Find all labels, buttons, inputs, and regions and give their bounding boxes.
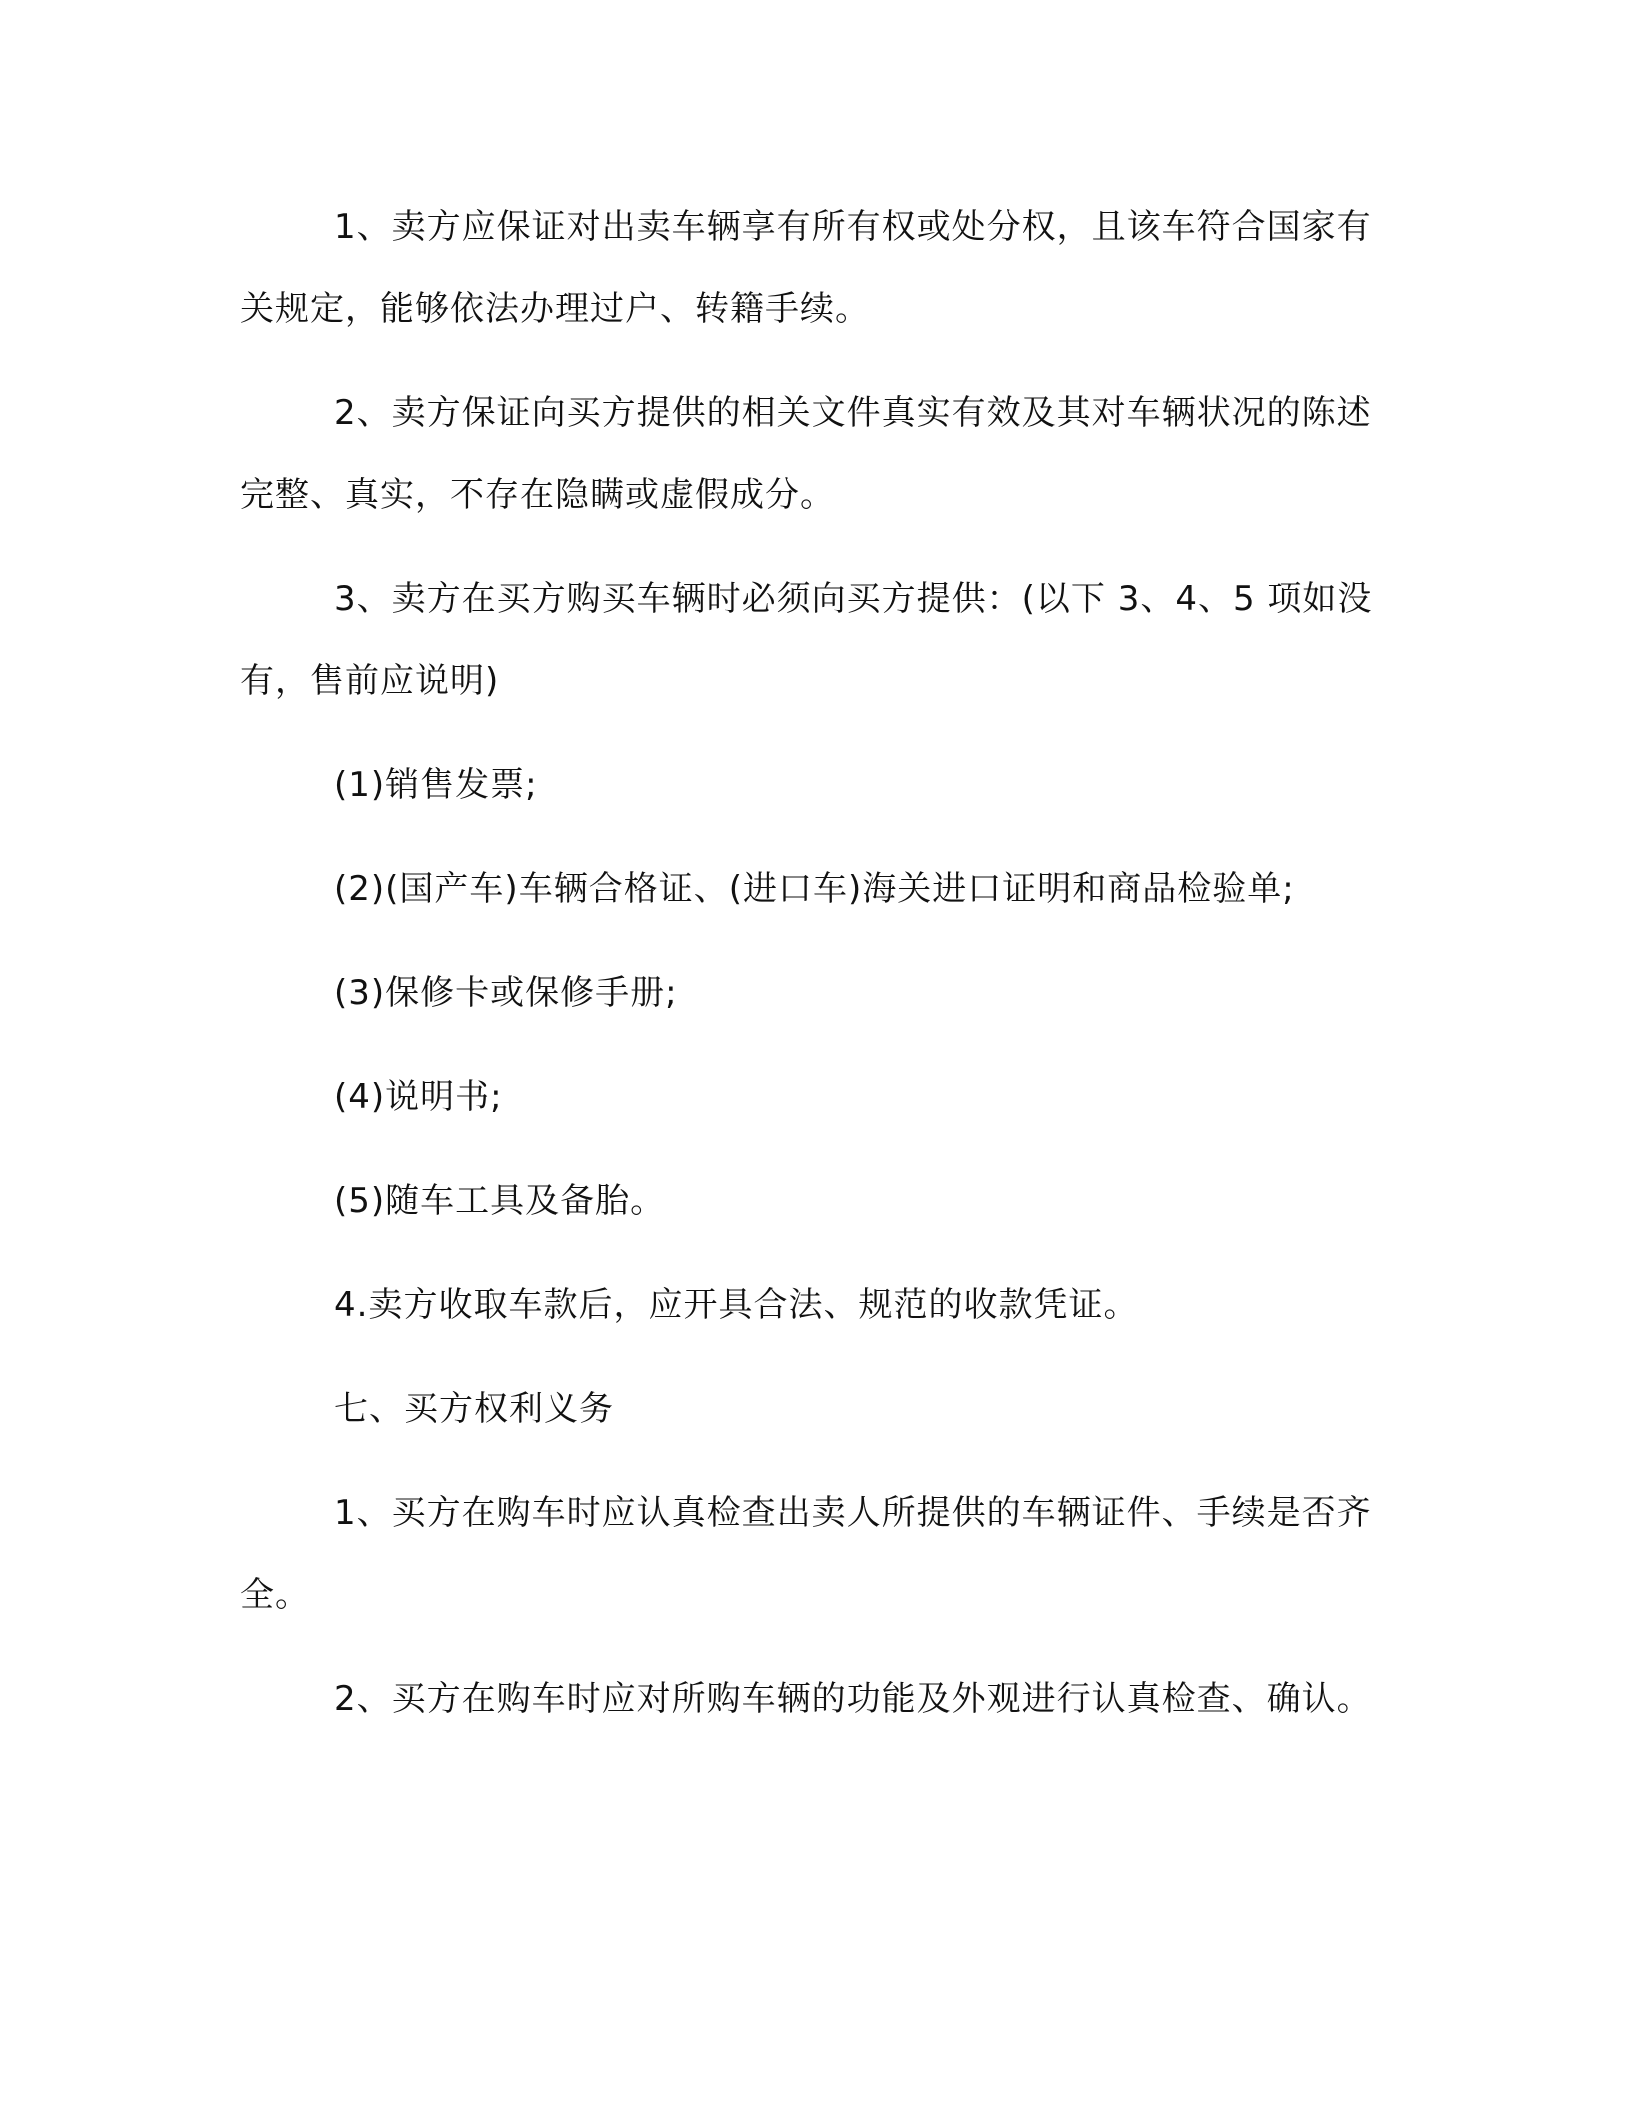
- list-item-warranty: (3)保修卡或保修手册;: [334, 973, 678, 1013]
- list-item-certificates: (2)(国产车)车辆合格证、(进口车)海关进口证明和商品检验单;: [334, 869, 1295, 909]
- document-body: [240, 186, 1400, 1740]
- section-heading-buyer-rights: 七、买方权利义务: [334, 1389, 614, 1429]
- paragraph-seller-documents: 2、卖方保证向买方提供的相关文件真实有效及其对车辆状况的陈述完整、真实，不存在隐瞒或虚假成分。: [240, 393, 1372, 515]
- list-item-tools-spare: (5)随车工具及备胎。: [334, 1181, 666, 1221]
- paragraph-buyer-check-documents: 1、买方在购车时应认真检查出卖人所提供的车辆证件、手续是否齐全。: [240, 1493, 1372, 1615]
- paragraph-receipt: 4.卖方收取车款后，应开具合法、规范的收款凭证。: [334, 1285, 1139, 1325]
- list-item-manual: (4)说明书;: [334, 1077, 503, 1117]
- list-item-sales-invoice: (1)销售发票;: [334, 765, 538, 805]
- paragraph-seller-ownership: 1、卖方应保证对出卖车辆享有所有权或处分权，且该车符合国家有关规定，能够依法办理过户、转籍手续。: [240, 207, 1372, 329]
- paragraph-buyer-check-vehicle: 2、买方在购车时应对所购车辆的功能及外观进行认真检查、确认。: [334, 1679, 1372, 1719]
- paragraph-seller-provide: 3、卖方在买方购买车辆时必须向买方提供：(以下 3、4、5 项如没有，售前应说明): [240, 579, 1373, 701]
